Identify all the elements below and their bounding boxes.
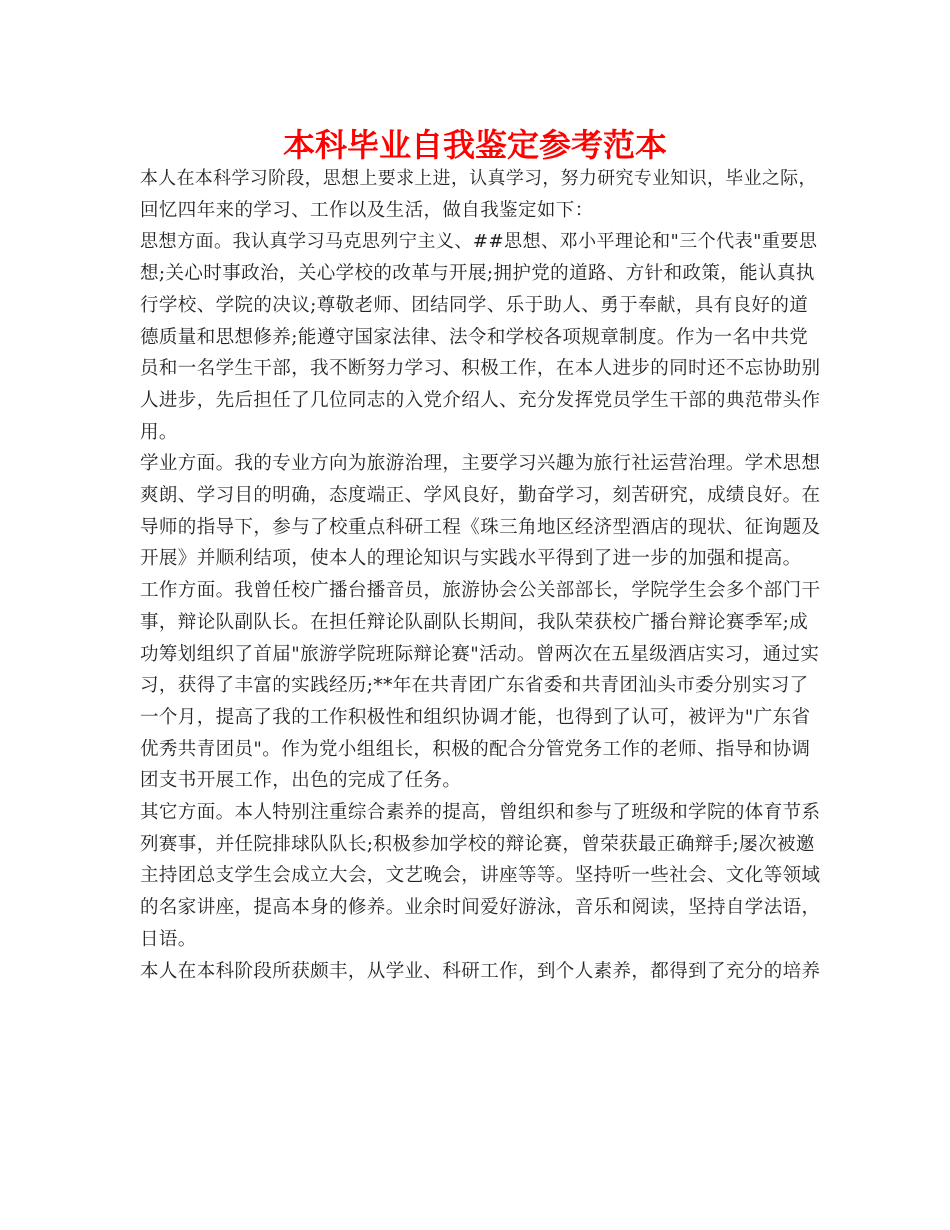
text-line: 导师的指导下，参与了校重点科研工程《珠三角地区经济型酒店的现状、征询题及: [140, 516, 821, 538]
text-line: 开展》并顺利结项，使本人的理论知识与实践水平得到了进一步的加强和提高。: [140, 548, 802, 570]
paragraph-academics: [140, 448, 820, 575]
text-line: 思想方面。我认真学习马克思列宁主义、##思想、邓小平理论和"三个代表"重要思: [140, 231, 818, 253]
text-line: 习，获得了丰富的实践经历;**年在共青团广东省委和共青团汕头市委分别实习了: [140, 675, 809, 697]
text-line: 爽朗、学习目的明确，态度端正、学风良好，勤奋学习，刻苦研究，成绩良好。在: [140, 485, 821, 507]
paragraph-other: [140, 797, 820, 956]
text-line: 人进步，先后担任了几位同志的入党介绍人、充分发挥党员学生干部的典范带头作: [140, 389, 821, 411]
text-line: 主持团总支学生会成立大会，文艺晚会，讲座等等。坚持听一些社会、文化等领域: [140, 865, 821, 887]
text-line: 用。: [140, 421, 178, 443]
paragraph-work: [140, 575, 820, 797]
text-line: 列赛事，并任院排球队队长;积极参加学校的辩论赛，曾荣获最正确辩手;屡次被邀: [140, 833, 815, 855]
text-line: 功筹划组织了首届"旅游学院班际辩论赛"活动。曾两次在五星级酒店实习，通过实: [140, 643, 820, 665]
text-line: 本人在本科阶段所获颇丰，从学业、科研工作，到个人素养，都得到了充分的培养: [140, 960, 821, 982]
text-line: 团支书开展工作，出色的完成了任务。: [140, 770, 462, 792]
text-line: 事，辩论队副队长。在担任辩论队副队长期间，我队荣获校广播台辩论赛季军;成: [140, 611, 809, 633]
document-title: 本科毕业自我鉴定参考范本: [282, 126, 667, 164]
text-line: 德质量和思想修养;能遵守国家法律、法令和学校各项规章制度。作为一名中共党: [140, 326, 809, 348]
text-line: 行学校、学院的决议;尊敬老师、团结同学、乐于助人、勇于奉献，具有良好的道: [140, 294, 809, 316]
text-line: 优秀共青团员"。作为党小组组长，积极的配合分管党务工作的老师、指导和协调: [140, 738, 811, 760]
text-line: 学业方面。我的专业方向为旅游治理，主要学习兴趣为旅行社运营治理。学术思想: [140, 453, 821, 475]
text-line: 回忆四年来的学习、工作以及生活，做自我鉴定如下：: [140, 199, 594, 221]
paragraph-summary: [140, 956, 820, 988]
text-line: 想;关心时事政治，关心学校的改革与开展;拥护党的道路、方针和政策，能认真执: [140, 263, 815, 285]
text-line: 工作方面。我曾任校广播台播音员，旅游协会公关部部长，学院学生会多个部门干: [140, 580, 821, 602]
text-line: 其它方面。本人特别注重综合素养的提高，曾组织和参与了班级和学院的体育节系: [140, 802, 821, 824]
text-line: 一个月，提高了我的工作积极性和组织协调才能，也得到了认可，被评为"广东省: [140, 706, 811, 728]
document-body: [140, 163, 820, 987]
paragraph-ideology: [140, 226, 820, 448]
text-line: 本人在本科学习阶段，思想上要求上进，认真学习，努力研究专业知识，毕业之际，: [140, 168, 817, 189]
paragraph-intro: [140, 163, 820, 226]
text-line: 员和一名学生干部，我不断努力学习、积极工作，在本人进步的同时还不忘协助别: [140, 358, 821, 380]
text-line: 日语。: [140, 928, 197, 950]
text-line: 的名家讲座，提高本身的修养。业余时间爱好游泳，音乐和阅读，坚持自学法语，: [140, 897, 821, 919]
